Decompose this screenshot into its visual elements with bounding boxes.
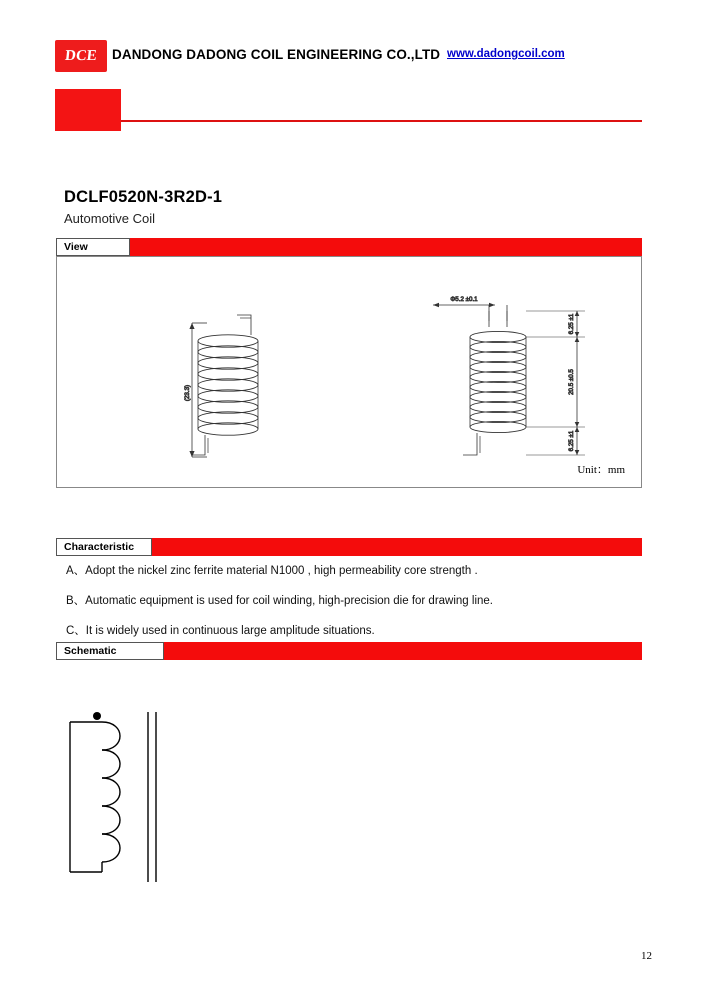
characteristic-item: B、Automatic equipment is used for coil winding, high-precision die for drawing line. bbox=[66, 595, 493, 607]
section-header-characteristic bbox=[56, 538, 642, 556]
inductor-schematic-svg bbox=[56, 690, 356, 905]
section-header-schematic bbox=[56, 642, 642, 660]
section-label-view: View bbox=[64, 241, 88, 253]
characteristic-item: A、Adopt the nickel zinc ferrite material N1000 , high permeability core strength . bbox=[66, 565, 478, 577]
component-drawing-svg bbox=[65, 275, 633, 481]
svg-text:6.25 ±1: 6.25 ±1 bbox=[568, 313, 575, 335]
section-label-characteristic: Characteristic bbox=[64, 541, 135, 553]
page-title: DCLF0520N-3R2D-1 bbox=[64, 188, 223, 206]
characteristic-item: C、It is widely used in continuous large amplitude situations. bbox=[66, 625, 375, 637]
section-tab-schematic bbox=[56, 642, 164, 660]
svg-text:Φ5.2 ±0.1: Φ5.2 ±0.1 bbox=[450, 296, 478, 303]
company-logo-icon bbox=[55, 40, 107, 72]
page-header bbox=[0, 38, 710, 78]
section-label-schematic: Schematic bbox=[64, 645, 117, 657]
header-red-block bbox=[55, 89, 121, 131]
polarity-dot-icon bbox=[93, 712, 101, 720]
page-subtitle: Automotive Coil bbox=[64, 211, 156, 226]
company-website-link[interactable]: www.dadongcoil.com bbox=[447, 48, 565, 60]
unit-label: Unit：mm bbox=[577, 464, 625, 476]
logo-text: DCE bbox=[64, 47, 98, 64]
section-tab-characteristic bbox=[56, 538, 152, 556]
view-drawing bbox=[65, 275, 633, 481]
schematic-diagram bbox=[56, 690, 356, 905]
company-name: DANDONG DADONG COIL ENGINEERING CO.,LTD bbox=[112, 47, 441, 62]
section-tab-view bbox=[56, 238, 130, 256]
view-drawing-box bbox=[56, 256, 642, 488]
section-header-view bbox=[56, 238, 642, 256]
page-number: 12 bbox=[641, 950, 652, 962]
header-red-rule bbox=[121, 120, 642, 122]
svg-text:6.25 ±1: 6.25 ±1 bbox=[568, 430, 575, 452]
svg-text:(23.3): (23.3) bbox=[184, 384, 191, 402]
svg-text:20.5 ±0.5: 20.5 ±0.5 bbox=[568, 369, 575, 395]
